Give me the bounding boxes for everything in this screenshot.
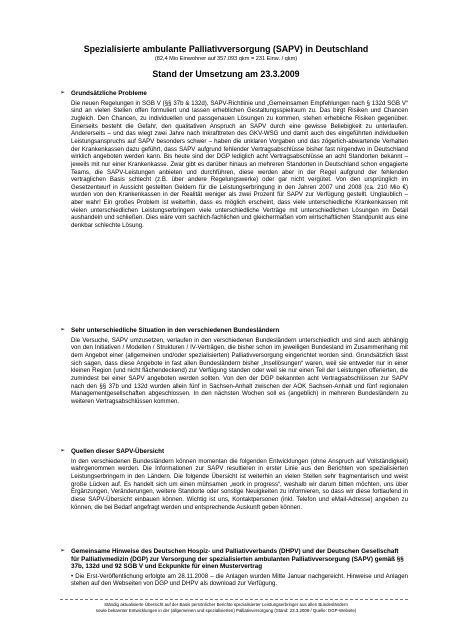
footer-line-2: sowie bekannter Entwicklungen in der (allgemeinen und spezialisierten) Palliativversorgung (Stand: 23.3.2009 / Quelle: DGP-Website) [95, 608, 357, 614]
section-heading-text: Grundsätzliche Probleme [71, 90, 147, 97]
section-heading-text: Quellen dieser SAPV-Übersicht [71, 448, 165, 455]
arrow-bullet-icon: ➢ [60, 90, 66, 96]
page-footer [40, 602, 412, 614]
section-heading [60, 548, 408, 571]
section-heading-text: Gemeinsame Hinweise des Deutschen Hospiz- und Palliativverbands (DHPV) und der Deutschen Gesellschaft für Palliativmedizin (DGP) zur Versorgung der spezialisierten ambulanten Palliativversorgung (SAPV) gemäß §§ 37b, 132d und 92 SGB V und Eckpunkte für einen Mustervertrag [71, 548, 404, 571]
section-heading-text: Sehr unterschiedliche Situation in den verschiedenen Bundesländern [71, 327, 280, 334]
footer-line-1: Ständig aktualisierte Übersicht auf der Basis persönlicher Berichte spezialisierter Leistungserbringer aus allen Bundesländern [104, 602, 348, 607]
section-paragraph: In den verschiedenen Bundesländern können momentan die folgenden Entwicklungen (ohne Anspruch auf Vollständigkeit) wahrgenommen werden. Die Informationen zur SAPV resultieren in erster Linie aus den Berichten von spezialisierten Leistungserbringern in den Ländern. Die folgende Übersicht ist weiterhin an vielen Stellen sehr fragmentarisch und weist große Lücken auf. Es handelt sich um einen mühsamen „work in progress“, weshalb wir darum bitten möchten, uns über Ergänzungen, Veränderungen, weitere Standorte oder sonstige Neuigkeiten zu informieren, so dass wir diese fortlaufend in diese SAPV-Übersicht einbauen können. Wichtig ist uns, Kontaktpersonen (inkl. Telefon und eMail-Adresse) angeben zu können, die bei Bedarf angefragt werden und entsprechende Auskunft geben können. [71, 457, 408, 511]
section-body [71, 458, 408, 512]
arrow-bullet-icon: ➢ [60, 327, 66, 333]
section-body [71, 337, 408, 406]
section-grundsaetzliche-probleme [60, 90, 408, 230]
section-body [71, 573, 408, 588]
section-heading [60, 327, 408, 335]
section-paragraph: Die Versuche, SAPV umzusetzen, verlaufen in den verschiedenen Bundesländern unterschiedlich und sind auch abhängig von den Initiativen / Modellen / Strukturen / IV-Verträgen, die bisher schon im jeweiligen Bundesland im Zusammenhang mit dem Angebot einer (allgemeinen und/oder spezialisierten) Palliativversorgung eingerichtet worden sind. Grundsätzlich lässt sich sagen, dass diese Angebote in fast allen Bundesländern bisher „Insellösungen“ waren, weil sie entweder nur in einer kleinen Region (und nicht flächendeckend) zur Verfügung standen oder weil sie nur einen Teil der Leistungen offerierten, die zumindest bei einer SAPV angeboten werden sollten. Von den der DGP bekannten acht Vertragsabschlüssen zur SAPV nach den §§ 37b und 132d wurden allein fünf in Sachsen-Anhalt zwischen der AOK Sachsen-Anhalt und fünf regionalen Managementgesellschaften abgeschlossen. In den nächsten Wochen soll es (angeblich) in mehreren Bundesländern zu weiteren Vertragsabschlüssen kommen. [71, 336, 408, 405]
document-title: Spezialisierte ambulante Palliativversorgung (SAPV) in Deutschland [83, 44, 369, 54]
section-paragraph: • Die Erst-Veröffentlichung erfolgte am 28.11.2008 – die Anlagen wurden Mitte Januar nachgereicht. Hinweise und Anlagen stehen auf den Webseiten von DGP und DHPV als download zur Verfügung. [71, 572, 408, 588]
section-body [71, 100, 408, 230]
footer-divider [60, 599, 408, 600]
arrow-bullet-icon: ➢ [60, 548, 66, 554]
section-gemeinsame-hinweise [60, 548, 408, 588]
section-heading [60, 448, 408, 456]
section-heading [60, 90, 408, 98]
arrow-bullet-icon: ➢ [60, 448, 66, 454]
status-date-heading: Stand der Umsetzung am 23.3.2009 [152, 69, 300, 79]
section-paragraph: Die neuen Regelungen in SGB V (§§ 37b & 132d), SAPV-Richtlinie und „Gemeinsamen Empfehlungen nach § 132d SGB V“ sind an vielen Stellen offen formuliert und lassen erheblichen Gestaltungsspielraum zu. Das birgt Risiken und Chancen zugleich. Den Chancen, zu individuellen und passgenauen Lösungen zu kommen, stehen erhebliche Risiken gegenüber. Einerseits besteht die Gefahr, den qualitativen Anspruch an SAPV durch eine gewisse Beliebigkeit zu unterlaufen. Andererseits – und das wiegt zwei Jahre nach Inkrafttreten des GKV-WSG und damit auch des eingeführten individuellen Leistungsanspruchs auf SAPV besonders schwer – haben die unklaren Vorgaben und das zögerlich-abwartende Verhalten der Krankenkassen dazu geführt, dass SAPV aufgrund fehlender Vertragsabschlüsse bisher fast nirgendwo in Deutschland wirklich angeboten werden kann. Bis heute sind der DGP lediglich acht Vertragsabschlüsse an acht Standorten bekannt – jeweils mit nur einer Krankenkasse. Zwar gibt es darüber hinaus an mehreren Standorten in Deutschland schon engagierte Teams, die SAPV-Leistungen anbieten und durchführen, diese werden aber in der Regel aufgrund der fehlenden vertraglichen Basis schlecht (z.B. über andere Regelungswerke) oder gar nicht vergütet. Von den ursprünglich im Gesetzentwurf in Aussicht gestellten Geldern für die Leistungserbringung in den Jahren 2007 und 2008 (ca. 210 Mio €) wurden von den Krankenkassen in der Realität weniger als zwei Prozent für SAPV zur Verfügung gestellt. Unglaublich – aber wahr! Ein großes Problem ist weiterhin, dass es möglich erscheint, dass viele unterschiedliche Krankenkassen mit vielen unterschiedlichen Leistungserbringern viele unterschiedliche Verträge mit unterschiedlichen Lösungen im Detail aushandeln und schließen. Dies wäre vom sachlich-fachlichen und gleichermaßen vom wirtschaftlichen Standpunkt aus eine denkbar schlechte Lösung. [71, 99, 408, 230]
section-bundeslaender [60, 327, 408, 406]
section-quellen [60, 448, 408, 511]
population-subtitle: (82,4 Mio Einwohner auf 357.093 qkm = 231 Einw. / qkm) [154, 56, 298, 62]
